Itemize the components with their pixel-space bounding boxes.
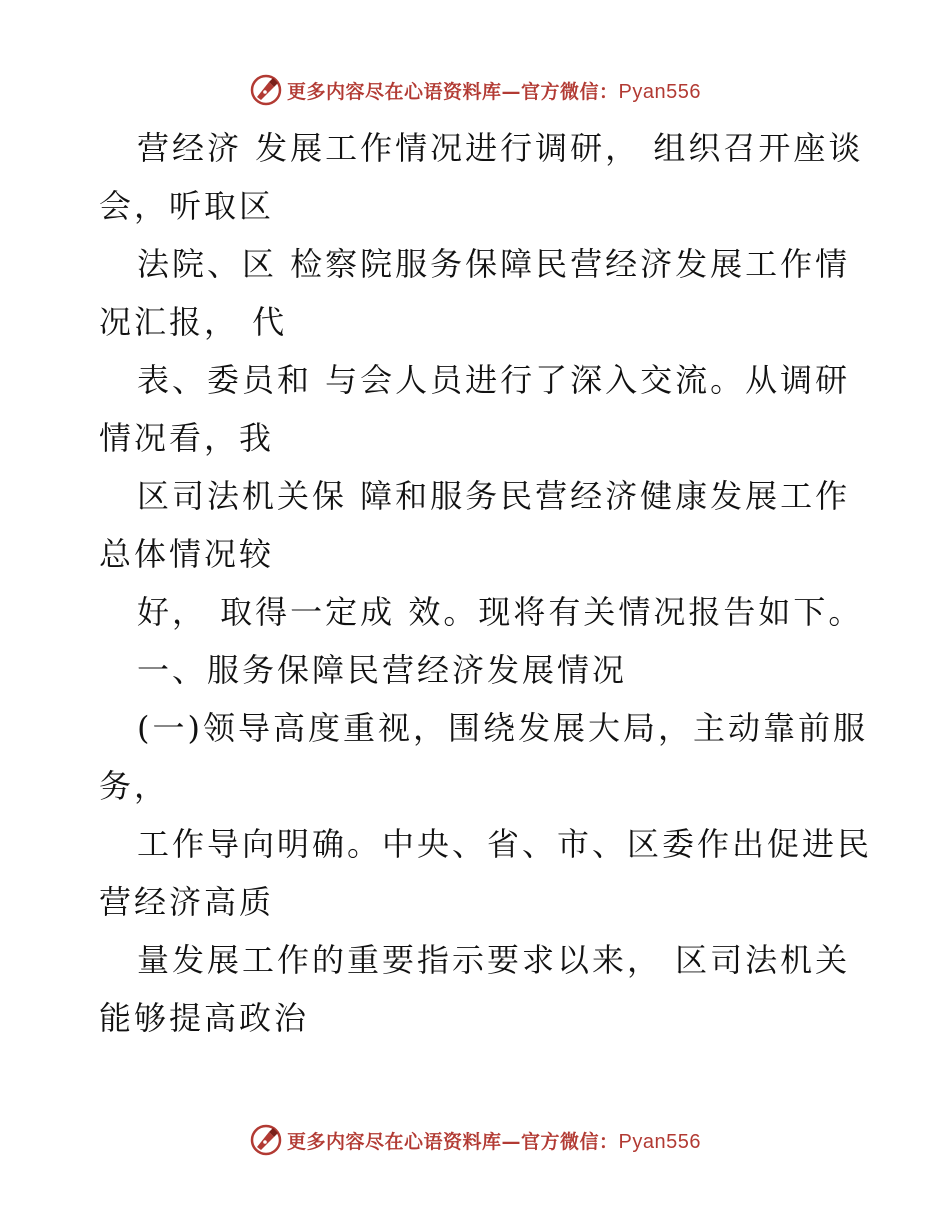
subsection-heading: (一)领导高度重视，围绕发展大局，主动靠前服 [137,709,868,747]
watermark-text: 更多内容尽在心语资料库—官方微信： [287,1130,619,1153]
text-line: 营经济高质 [99,883,275,921]
watermark-handle: Pyan556 [618,80,701,103]
pen-nib-logo-icon [249,73,283,107]
text-line: 况汇报， 代 [99,303,288,341]
text-line: 法院、区 检察院服务保障民营经济发展工作情 [137,245,851,283]
watermark-handle: Pyan556 [618,1130,701,1153]
pen-nib-logo-icon [249,1123,283,1157]
text-line: 务， [99,767,170,805]
footer-watermark [0,1120,950,1160]
text-line: 区司法机关保 障和服务民营经济健康发展工作 [137,477,851,515]
text-line: 总体情况较 [99,535,275,573]
watermark-text: 更多内容尽在心语资料库—官方微信： [287,80,619,103]
section-heading: 一、服务保障民营经济发展情况 [137,651,628,689]
text-line: 情况看，我 [99,419,275,457]
header-watermark [0,70,950,110]
text-line: 能够提高政治 [99,999,310,1037]
text-line: 量发展工作的重要指示要求以来， 区司法机关 [137,941,851,979]
text-line: 好， 取得一定成 效。现将有关情况报告如下。 [137,593,864,631]
text-line: 营经济 发展工作情况进行调研， 组织召开座谈 [137,129,864,167]
text-line: 工作导向明确。中央、省、市、区委作出促进民 [137,825,873,863]
text-line: 会，听取区 [99,187,275,225]
text-line: 表、委员和 与会人员进行了深入交流。从调研 [137,361,851,399]
